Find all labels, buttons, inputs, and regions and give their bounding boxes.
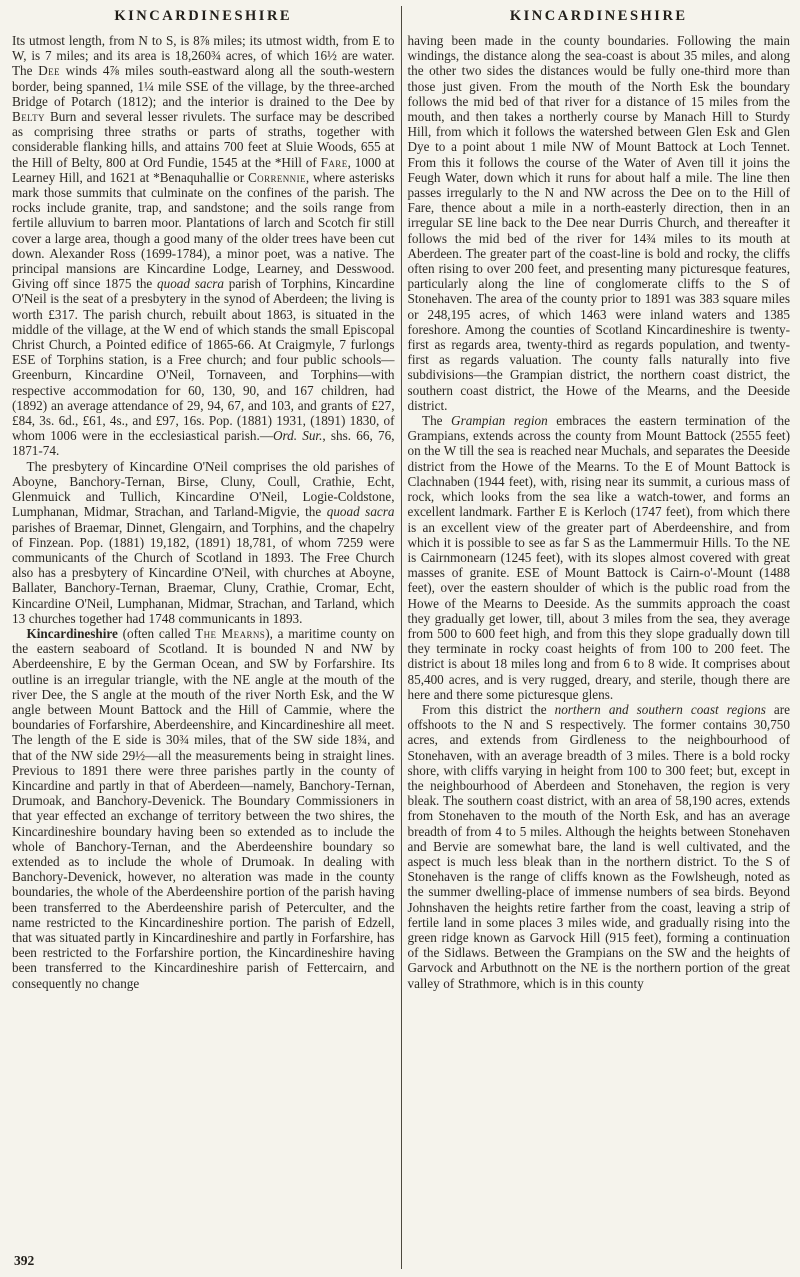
paragraph-kincardineshire-entry: Kincardineshire (often called The Mearns), a maritime county on the eastern seaboard of Scotland. It is bounded N and NW by Aberdeenshire, E by the German Ocean, and SW by Forfarshire. Its outline is an irregular triangle, with the NE angle at the mouth of the river Dee, the S angle at the mouth of the river North Esk, and the W angle between Mount Battock and the Hill of Cammie, where the boundaries of Forfarshire, Aberdeenshire, and Kincardineshire all meet. The length of the E side is 30¾ miles, that of the SW side 18¾, and that of the NW side 29½—all the measurements being in straight lines. Previous to 1891 there were three parishes partly in the county of Kincardine and partly in that of Aberdeen—namely, Banchory-Ternan, Drumoak, and Banchory-Devenick. The Boundary Commissioners in that year effected an exchange of territory between the two shires, the Kincardineshire boundary having been so extended as to include the whole of Banchory-Ternan, and the Aberdeenshire boundary so extended as to include the whole of Drumoak. In dealing with Banchory-Devenick, however, no alteration was made in the county boundaries, the whole of the Aberdeenshire portion of the parish having been transferred to the Aberdeenshire parish of Peterculter, and the name restricted to the Kincardineshire portion. The parish of Edzell, that was situated partly in Kincardineshire and partly in Forfarshire, has been restricted to the Forfarshire portion, the Kincardineshire having been transferred to the Kincardineshire parish of Fettercairn, and consequently no change [12, 625, 395, 991]
column-header-right: KINCARDINESHIRE [509, 8, 688, 24]
column-header-left: KINCARDINESHIRE [114, 8, 293, 24]
paragraph-grampian-region: The Grampian region embraces the eastern termination of the Grampians, extends across the county from Mount Battock (2555 feet) on the W till the sea is reached near Muchals, and separates the Deeside district from the Howe of the Mearns. To the E of Mount Battock is Clachnaben (1944 feet), with, rising near its summit, a curious mass of rock, which looks from the sea like a watch-tower, and forms an excellent landmark. Farther E is Kerloch (1747 feet), from which there is an excellent view of the greater part of Aberdeenshire, and from which it is possible to see as far S as the Lammermuir Hills. To the NE is Cairnmonearn (1245 feet), with its slopes almost covered with great masses of granite. ESE of Mount Battock is Cairn-o'-Mount (1488 feet), over the eastern shoulder of which is the public road from the Howe of the Mearns to Deeside. As the summits approach the coast they gradually get lower, till, about 3 miles from the sea, they average from 500 to 600 feet high, and from this they slope gradually down till they terminate in rocky coast heights of from 100 to 200 feet. The district is about 18 miles long and from 6 to 8 wide. It comprises about 85,400 acres, and is very rugged, dreary, and sterile, though there are here and there some picturesque glens. [407, 413, 790, 702]
right-column [402, 6, 797, 1269]
paragraph-boundaries-continued: having been made in the county boundaries. Following the main windings, the distance along the sea-coast is about 35 miles, and along the other two sides the distances would be fully one-third more than those just given. From the mouth of the North Esk the boundary follows the mid bed of that river for a distance of 15 miles from the mouth, and then takes a northerly course by Manach Hill to Sturdy Hill, from which it follows the watershed between Glen Esk and Glen Dye to a point about 1 mile NW of Mount Battock at Loch Tennet. From this it follows the course of the Water of Aven till it joins the Feugh Water, down which it runs for about half a mile. The line then passes irregularly to the N and NW across the Dee on to the Hill of Fare, thence about a mile in a north-easterly direction, then in an irregular SE line back to the Dee near Durris Church, and thereafter it follows the mid bed of the river for 14¾ miles to its mouth at Aberdeen. The greater part of the coast-line is bold and rocky, the cliffs often rising to over 200 feet, and presenting many picturesque features, particularly along the line of conglomerate cliffs to the S of Stonehaven. The area of the county prior to 1891 was 383 square miles or 248,195 acres, of which 1463 were inland waters and 1385 foreshore. Among the counties of Scotland Kincardineshire is twenty-first as regards area, twenty-third as regards population, and twenty-first as regards valuation. The county falls naturally into five subdivisions—the Grampian district, the northern coast district, the southern coast district, the Howe of the Mearns, and the Deeside district. [407, 33, 790, 413]
left-column [6, 6, 401, 1269]
paragraph-presbytery: The presbytery of Kincardine O'Neil comprises the old parishes of Aboyne, Banchory-Ternan, Birse, Cluny, Coull, Crathie, Echt, Glenmuick and Tullich, Kincardine O'Neil, Logie-Coldstone, Lumphanan, Midmar, Strachan, and Tarland-Migvie, the quoad sacra parishes of Braemar, Dinnet, Glengairn, and Torphins, and the chapelry of Finzean. Pop. (1881) 19,182, (1891) 18,781, of whom 7259 were communicants of the Church of Scotland in 1893. The Free Church also has a presbytery of Kincardine O'Neil, with churches at Aboyne, Ballater, Banchory-Ternan, Braemar, Cluny, Crathie, Cromar, Echt, Kincardine O'Neil, Lumphanan, Midmar, Strachan, and Tarland, which 13 churches together had 1748 communicants in 1893. [12, 458, 395, 626]
paragraph-coast-regions: From this district the northern and southern coast regions are offshoots to the N and S respectively. The former contains 30,750 acres, and extends from Girdleness to the neighbourhood of Stonehaven, with an average breadth of 3 miles. There is a bold rocky shore, with cliffs varying in height from 100 to 300 feet; but, except in the neighbourhood of Aberdeen and Stonehaven, the region is very bleak. The southern coast district, with an area of 58,190 acres, extends from Stonehaven to the mouth of the North Esk, and has an average breadth of from 4 to 5 miles. Although the heights between Stonehaven and Bervie are somewhat bare, the land is well cultivated, and the aspect is much less bleak than in the northern district. To the S of Stonehaven is the range of cliffs known as the Fowlsheugh, noted as the summer dwelling-place of immense numbers of sea birds. Beyond Johnshaven the heights retire farther from the coast, leaving a strip of fertile land in some places 3 miles wide, and gradually rising into the green ridge known as Garvock Hill (915 feet), forming a continuation of the Sidlaws. Between the Grampians on the SW and the heights of Garvock and Arbuthnott on the NE is the northern portion of the great valley of Strathmore, which is in this county [407, 701, 790, 991]
page-number: 392 [14, 1253, 35, 1268]
paragraph-kincardine-oneil-description: Its utmost length, from N to S, is 8⅞ miles; its utmost width, from E to W, is 7 miles; and its area is 18,260¾ acres, of which 16½ are water. The Dee winds 4⅞ miles south-eastward along all the south-western border, being spanned, 1¼ mile SSE of the village, by the three-arched Bridge of Potarch (1812); and the interior is drained to the Dee by Belty Burn and several lesser rivulets. The surface may be described as comprising three straths or parts of straths, together with considerable flanking hills, and attains 700 feet at Sluie Woods, 655 at the Hill of Belty, 800 at Ord Fundie, 1545 at the *Hill of Fare, 1000 at Learney Hill, and 1621 at *Benaquhallie or Corrennie, where asterisks mark those summits that culminate on the confines of the parish. The rocks include granite, trap, and sandstone; and the soils range from fertile alluvium to barren moor. Plantations of larch and Scotch fir still cover a large area, though a good many of the older trees have been cut down. Alexander Ross (1699-1784), a minor poet, was a native. The principal mansions are Kincardine Lodge, Learney, and Desswood. Giving off since 1875 the quoad sacra parish of Torphins, Kincardine O'Neil is the seat of a presbytery in the synod of Aberdeen; the living is worth £317. The parish church, rebuilt about 1863, is situated in the middle of the village, at the W end of which stands the small Episcopal Christ Church, a Pointed edifice of 1865-66. At Craigmyle, 7 furlongs ESE of Torphins station, is a Free church; and four public schools—Greenburn, Kincardine O'Neil, Tornaveen, and Torphins—with respective accommodation for 60, 130, 90, and 167 children, had (1892) an average attendance of 29, 94, 67, and 103, and grants of £27, £84, 3s. 6d., £61, 4s., and £97, 16s. Pop. (1881) 1931, (1891) 1830, of whom 1006 were in the ecclesiastical parish.—Ord. Sur., shs. 66, 76, 1871-74. [12, 33, 395, 459]
